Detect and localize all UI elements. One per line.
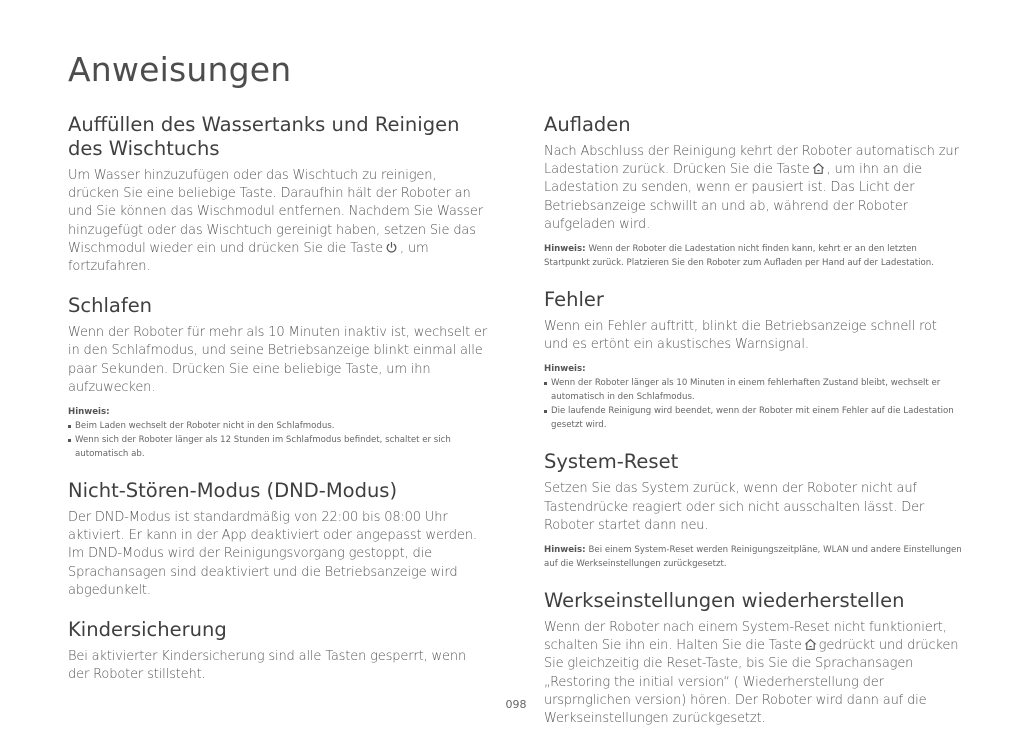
note-item: Die laufende Reinigung wird beendet, wenn der Roboter mit einem Fehler auf die Ladestation gesetzt wird. (544, 404, 964, 432)
section-dnd (68, 479, 488, 600)
section-text-fill-water (68, 167, 488, 276)
note-sleep (68, 405, 488, 461)
text-after-icon: , um fortzufahren. (68, 240, 429, 275)
section-heading-sleep: Schlafen (68, 294, 153, 318)
text-before-icon: Nach Abschluss der Reinigung kehrt der Roboter automatisch zur Ladestation zurück. Drücken Sie die Taste (544, 144, 959, 178)
section-child-lock (68, 618, 488, 684)
note-error (544, 362, 964, 432)
note-text: Wenn der Roboter die Ladestation nicht finden kann, kehrt er an den letzten Startpunkt zurück. Platzieren Sie den Roboter zum Aufladen per Hand auf der Ladestation. (544, 244, 934, 269)
note-label: Hinweis: (544, 244, 586, 255)
section-heading-factory-reset: Werkseinstellungen wiederherstellen (544, 589, 905, 613)
section-text-dnd: Der DND-Modus ist standardmäßig von 22:00 bis 08:00 Uhr aktiviert. Er kann in der App deaktiviert oder angepasst werden. Im DND-Modus wird der Reinigungsvorgang gestoppt, die Sprachansagen sind deaktiviert und die Betriebsanzeige wird abgedunkelt. (68, 510, 477, 598)
section-heading-charging: Aufladen (544, 113, 631, 136)
section-text-child-lock: Bei aktivierter Kindersicherung sind alle Tasten gesperrt, wenn der Roboter stillsteht. (68, 649, 467, 683)
note-item: Wenn sich der Roboter länger als 12 Stunden im Schlafmodus befindet, schaltet er sich automatisch ab. (68, 433, 488, 461)
section-fill-water (68, 113, 488, 276)
section-sleep (68, 294, 488, 461)
right-column (544, 113, 964, 746)
section-charging (544, 113, 964, 270)
section-heading-fill-water: Auffüllen des Wassertanks und Reinigen des Wischtuchs (68, 113, 460, 160)
note-label: Hinweis: (544, 545, 586, 556)
note-label: Hinweis: (544, 364, 586, 375)
section-heading-error: Fehler (544, 288, 604, 312)
text-before-icon: Wenn der Roboter nach einem System-Reset nicht funktioniert, schalten Sie ihn ein. Halten Sie die Taste (544, 620, 947, 654)
text-before-icon: Um Wasser hinzuzufügen oder das Wischtuch zu reinigen, drücken Sie eine beliebige Taste. Daraufhin hält der Roboter an und Sie können das Wischmodul entfernen. Nachdem Sie Wasser hinzugefügt oder das Wischtuch gereinigt haben, setzen Sie das Wischmodul wieder ein und drücken Sie die Taste (68, 168, 483, 256)
note-label: Hinweis: (68, 407, 110, 418)
page-title: Anweisungen (68, 50, 292, 89)
page-number: 098 (505, 698, 527, 711)
home-icon (804, 638, 817, 651)
note-item: Wenn der Roboter länger als 10 Minuten in einem fehlerhaften Zustand bleibt, wechselt er automatisch in den Schlafmodus. (544, 376, 964, 404)
note-text: Bei einem System-Reset werden Reinigungszeitpläne, WLAN und andere Einstellungen auf die Werkseinstellungen zurückgesetzt. (544, 545, 962, 570)
section-heading-system-reset: System-Reset (544, 450, 679, 474)
home-icon (812, 162, 825, 175)
section-heading-dnd: Nicht-Stören-Modus (DND-Modus) (68, 479, 398, 503)
section-heading-child-lock: Kindersicherung (68, 618, 227, 642)
left-column (68, 113, 488, 702)
section-system-reset (544, 450, 964, 571)
note-system-reset (544, 543, 964, 571)
power-icon (385, 241, 398, 254)
text-after-icon: , um ihn an die Ladestation zu senden, wenn er pausiert ist. Das Licht der Betriebsanzeige schwillt an und ab, während der Roboter aufgeladen wird. (544, 162, 923, 232)
note-item: Beim Laden wechselt der Roboter nicht in den Schlafmodus. (68, 419, 488, 433)
section-text-factory-reset (544, 619, 964, 728)
text-after-icon: gedrückt und drücken Sie gleichzeitig die Reset-Taste, bis Sie die Sprachansagen „Restoring the initial version“ ( Wiederherstellung der ursprnglichen version) hören. Der Roboter wird dann auf die Werkseinstellungen zurückgesetzt. (544, 638, 959, 727)
section-error (544, 288, 964, 432)
section-text-charging (544, 143, 964, 234)
section-text-error: Wenn ein Fehler auftritt, blinkt die Betriebsanzeige schnell rot und es ertönt ein akustisches Warnsignal. (544, 319, 937, 353)
note-charging (544, 242, 964, 270)
section-text-system-reset: Setzen Sie das System zurück, wenn der Roboter nicht auf Tastendrücke reagiert oder sich nicht ausschalten lässt. Der Roboter startet dann neu. (544, 481, 925, 533)
section-text-sleep: Wenn der Roboter für mehr als 10 Minuten inaktiv ist, wechselt er in den Schlafmodus, und seine Betriebsanzeige blinkt einmal alle paar Sekunden. Drücken Sie eine beliebige Taste, um ihn aufzuwecken. (68, 325, 488, 395)
